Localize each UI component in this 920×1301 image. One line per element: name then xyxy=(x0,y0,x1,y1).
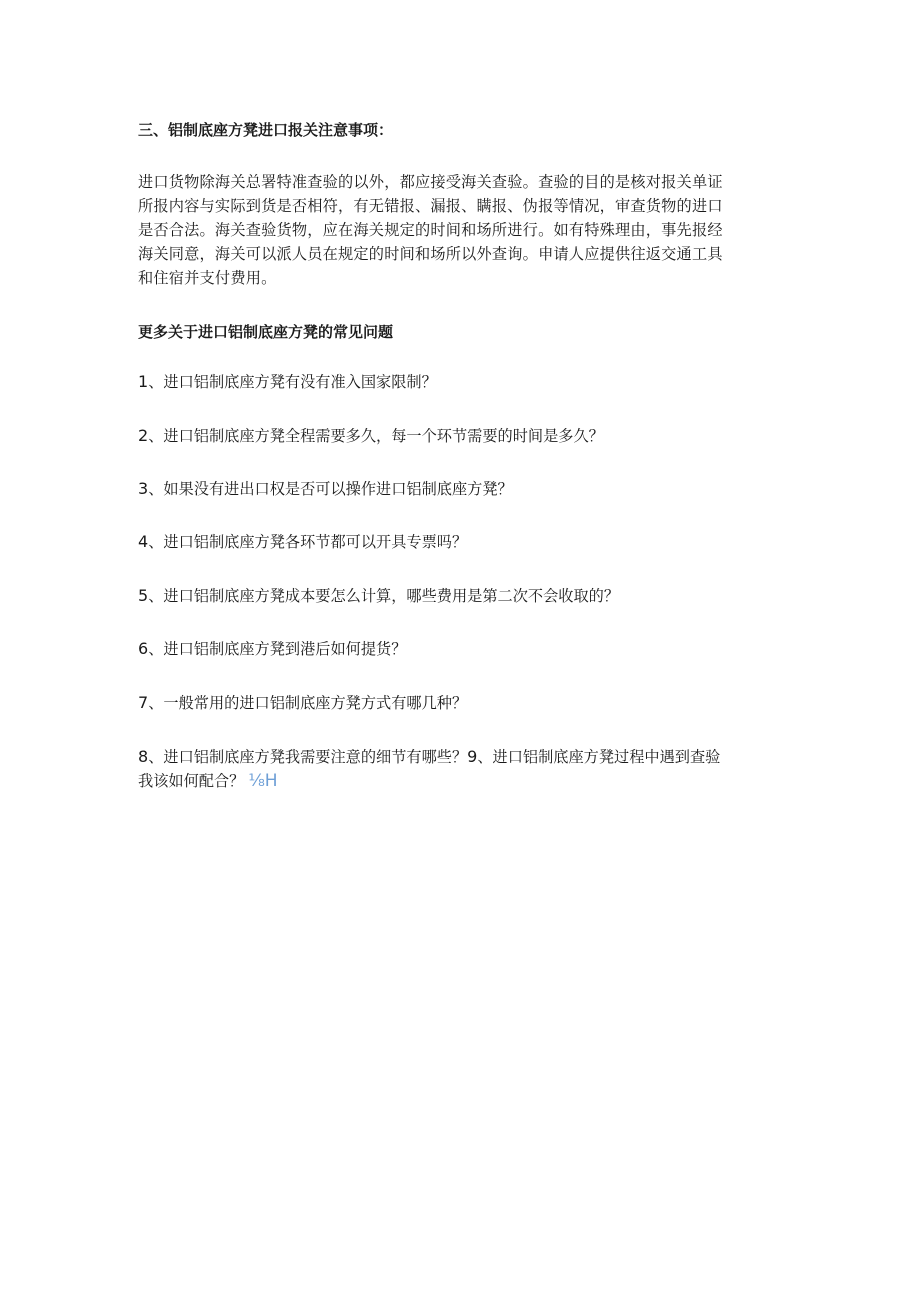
section-heading: 三、铝制底座方凳进口报关注意事项： xyxy=(138,121,394,139)
question-number: 9 xyxy=(467,747,478,766)
question-number: 7 xyxy=(138,693,149,712)
faq-heading: 更多关于进口铝制底座方凳的常见问题 xyxy=(138,323,394,341)
paragraph-line: 海关同意，海关可以派人员在规定的时间和场所以外查询。申请人应提供往返交通工具 xyxy=(138,245,723,263)
question-number: 3 xyxy=(138,479,149,498)
question-line xyxy=(138,745,788,769)
question-text: 、如果没有进出口权是否可以操作进口铝制底座方凳？ xyxy=(148,480,513,498)
faq-question-2 xyxy=(138,424,604,448)
faq-question-5 xyxy=(138,584,619,608)
question-line xyxy=(138,769,788,793)
paragraph-line: 是否合法。海关查验货物，应在海关规定的时间和场所进行。如有特殊理由，事先报经 xyxy=(138,221,723,239)
question-text: 、进口铝制底座方凳各环节都可以开具专票吗？ xyxy=(148,533,468,551)
faq-question-3 xyxy=(138,477,513,501)
customs-inspection-paragraph xyxy=(138,170,786,290)
paragraph-line: 所报内容与实际到货是否相符，有无错报、漏报、瞒报、伪报等情况，审查货物的进口 xyxy=(138,197,723,215)
question-number: 4 xyxy=(138,532,149,551)
question-text: 、进口铝制底座方凳成本要怎么计算，哪些费用是第二次不会收取的？ xyxy=(148,587,619,605)
faq-question-7 xyxy=(138,691,467,715)
faq-question-1 xyxy=(138,370,437,394)
faq-question-4 xyxy=(138,530,467,554)
question-number: 2 xyxy=(138,426,149,445)
question-text: 、进口铝制底座方凳有没有准入国家限制？ xyxy=(148,373,437,391)
paragraph-line: 进口货物除海关总署特准查验的以外，都应接受海关查验。查验的目的是核对报关单证 xyxy=(138,173,723,191)
question-number: 5 xyxy=(138,586,149,605)
question-text: 、进口铝制底座方凳过程中遇到查验 xyxy=(477,748,721,766)
question-number: 1 xyxy=(138,372,149,391)
question-number: 8 xyxy=(138,747,149,766)
question-text: 、一般常用的进口铝制底座方凳方式有哪几种？ xyxy=(148,694,468,712)
question-text: 我该如何配合？ xyxy=(138,772,245,790)
question-text: 、进口铝制底座方凳我需要注意的细节有哪些？ xyxy=(148,748,468,766)
question-text: 、进口铝制底座方凳到港后如何提货？ xyxy=(148,640,407,658)
faq-question-6 xyxy=(138,637,406,661)
page-mark: ⅛H xyxy=(248,771,278,791)
paragraph-line: 和住宿并支付费用。 xyxy=(138,269,277,287)
question-text: 、进口铝制底座方凳全程需要多久，每一个环节需要的时间是多久？ xyxy=(148,427,604,445)
faq-question-8-9 xyxy=(138,745,788,793)
question-number: 6 xyxy=(138,639,149,658)
